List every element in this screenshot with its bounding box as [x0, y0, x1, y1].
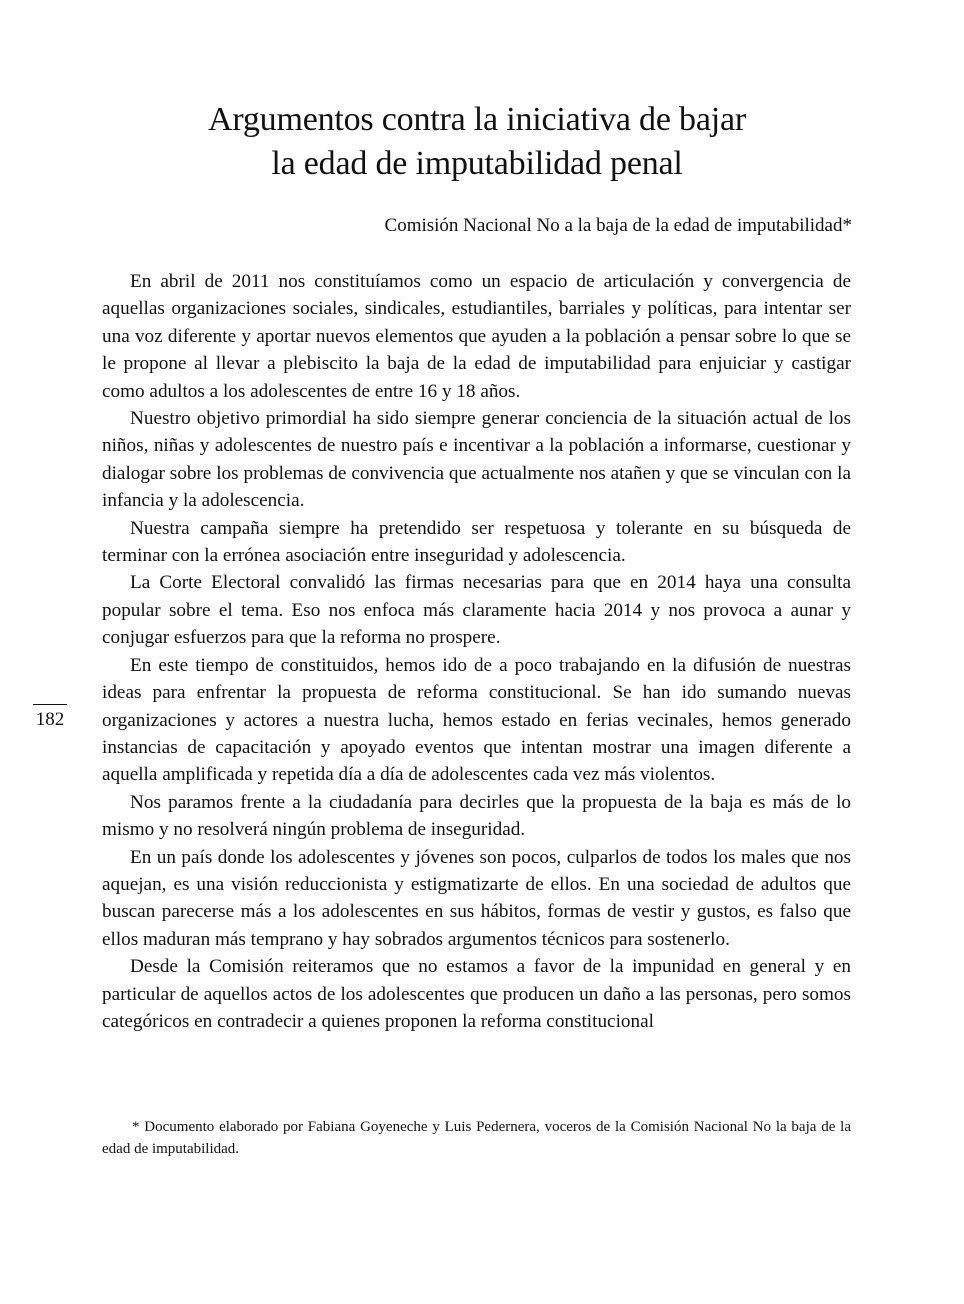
footnote [102, 1116, 851, 1160]
paragraph-4: La Corte Electoral convalidó las firmas necesarias para que en 2014 haya una consulta popular sobre el tema. Eso nos enfoca más claramente hacia 2014 y nos provoca a aunar y conjugar esfuerzos para que la reforma no prospere. [102, 572, 851, 649]
paragraph-2: Nuestro objetivo primordial ha sido siempre generar conciencia de la situación actual de los niños, niñas y adolescentes de nuestro país e incentivar a la población a informarse, cuestionar y dialogar sobre los problemas de convivencia que actualmente nos atañen y que se vinculan con la infancia y la adolescencia. [102, 408, 851, 512]
page-number-rule [33, 704, 67, 705]
footnote-text: * Documento elaborado por Fabiana Goyeneche y Luis Pedernera, voceros de la Comisión Nacional No la baja de la edad de imputabilidad. [102, 1119, 851, 1157]
paragraph-3: Nuestra campaña siempre ha pretendido ser respetuosa y tolerante en su búsqueda de terminar con la errónea asociación entre inseguridad y adolescencia. [102, 517, 851, 567]
paragraph-8: Desde la Comisión reiteramos que no estamos a favor de la impunidad en general y en particular de aquellos actos de los adolescentes que producen un daño a las personas, pero somos categóricos en contradecir a quienes proponen la reforma constitucional [102, 956, 851, 1032]
title-line-1: Argumentos contra la iniciativa de bajar [207, 101, 746, 138]
document-title [102, 98, 852, 186]
paragraph-1: En abril de 2011 nos constituíamos como un espacio de articulación y convergencia de aquellas organizaciones sociales, sindicales, estudiantiles, barriales y políticas, para intentar ser una voz diferente y aportar nuevos elementos que ayuden a la población a pensar sobre lo que se le propone al llevar a plebiscito la baja de la edad de imputabilidad para enjuiciar y castigar como adultos a los adolescentes de entre 16 y 18 años. [102, 271, 851, 402]
page-number: 182 [35, 709, 65, 730]
author-byline: Comisión Nacional No a la baja de la edad de imputabilidad* [384, 215, 852, 236]
body-text [102, 268, 851, 1035]
paragraph-6: Nos paramos frente a la ciudadanía para decirles que la propuesta de la baja es más de lo mismo y no resolverá ningún problema de inseguridad. [102, 791, 851, 841]
title-line-2: la edad de imputabilidad penal [271, 145, 683, 182]
paragraph-7: En un país donde los adolescentes y jóvenes son pocos, culparlos de todos los males que nos aquejan, es una visión reduccionista y estigmatizarte de ellos. En una sociedad de adultos que buscan parecerse más a los adolescentes en sus hábitos, formas de vestir y gustos, es falso que ellos maduran más temprano y hay sobrados argumentos técnicos para sostenerlo. [102, 846, 851, 950]
paragraph-5: En este tiempo de constituidos, hemos ido de a poco trabajando en la difusión de nuestras ideas para enfrentar la propuesta de reforma constitucional. Se han ido sumando nuevas organizaciones y actores a nuestra lucha, hemos estado en ferias vecinales, hemos generado instancias de capacitación y apoyado eventos que intentan mostrar una imagen diferente a aquella amplificada y repetida día a día de adolescentes cada vez más violentos. [102, 654, 851, 786]
